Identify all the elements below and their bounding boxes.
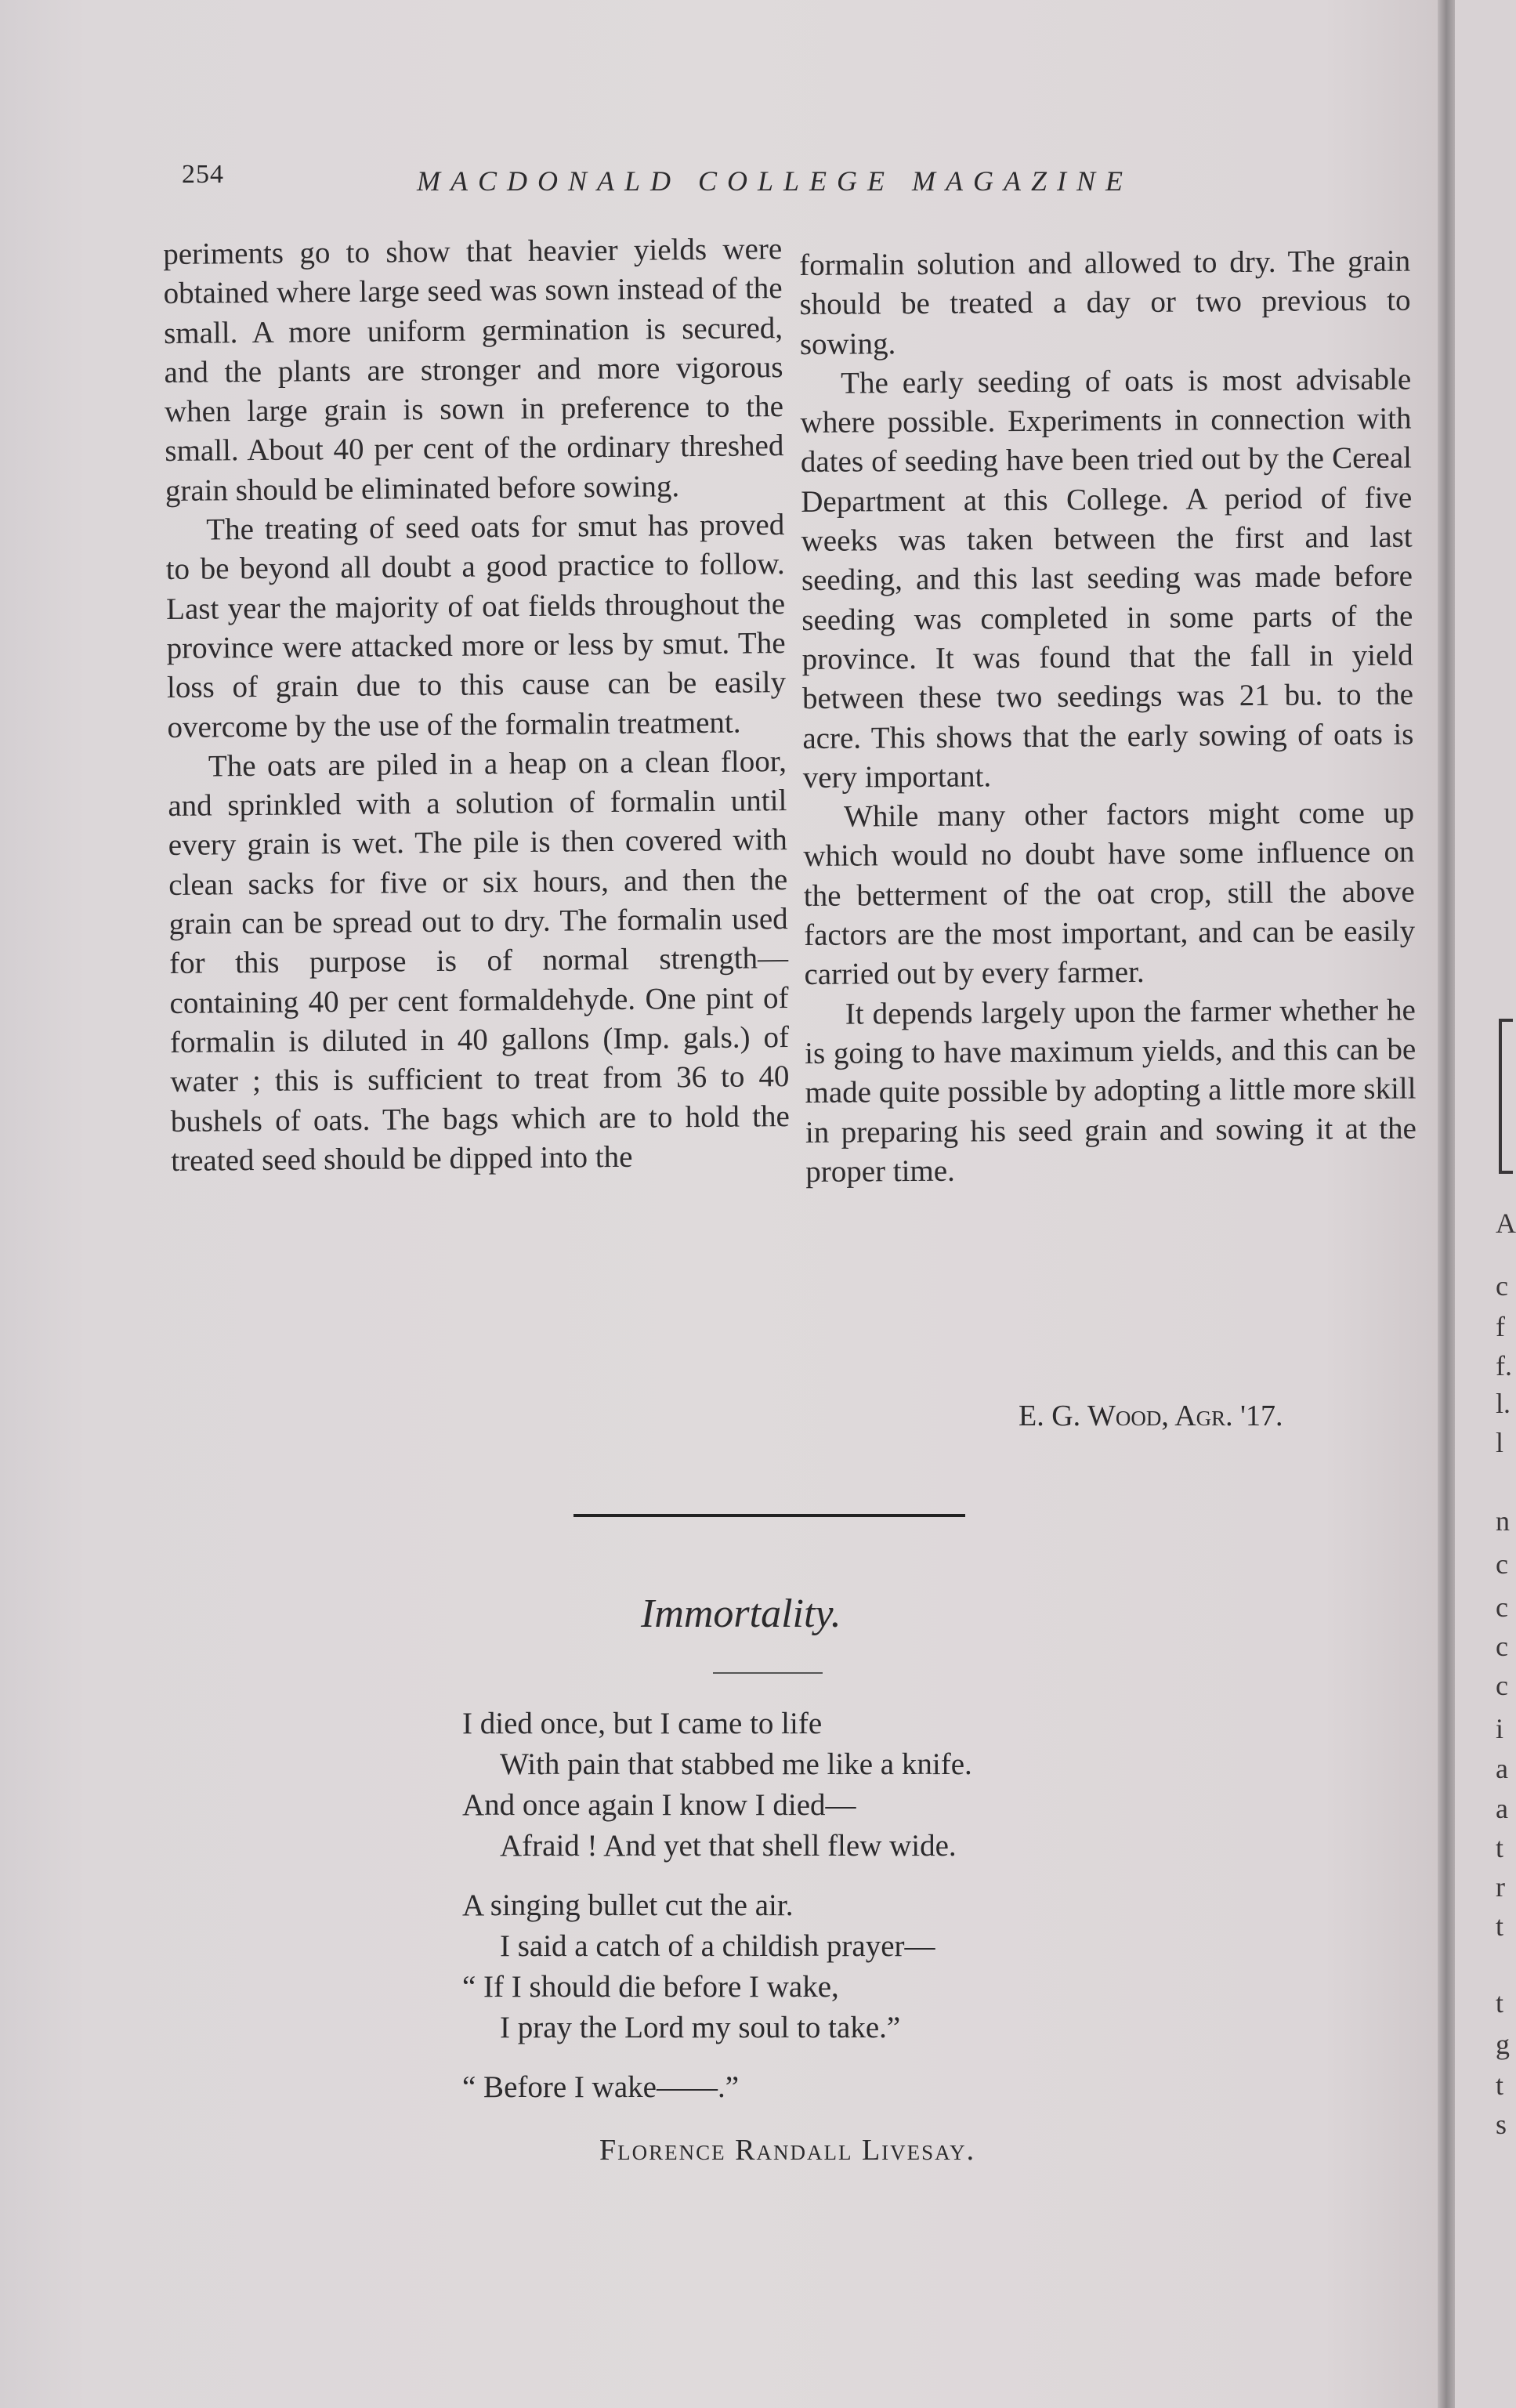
article-paragraph: The early seeding of oats is most advisable where possible. Experiments in connection with dates of seeding have been tried out by the Cereal Department at this College. A period of five weeks was taken between the first and last seeding, and this last seeding was made before seeding was completed in some parts of the province. It was found that the fall in yield between these two seedings was 21 bu. to the acre. This shows that the early sowing of oats is very important. [800,362,1414,795]
adjacent-page-fragment: l [1496,1427,1504,1458]
adjacent-page-fragment: r [1496,1871,1505,1903]
poem-stanza [462,1885,1167,2048]
adjacent-page-fragment: l. [1496,1388,1511,1419]
adjacent-page-edge [1455,0,1516,2408]
book-gutter [1438,0,1455,2408]
adjacent-page-fragment: c [1496,1548,1508,1580]
adjacent-page-fragment: s [1496,2109,1507,2140]
adjacent-page-fragment: n [1496,1505,1510,1537]
poem-line: With pain that stabbed me like a knife. [500,1747,972,1781]
adjacent-page-fragment: f. [1496,1350,1512,1381]
adjacent-page-fragment: a [1496,1793,1508,1824]
poem-line: “ Before I wake——.” [462,2070,739,2104]
adjacent-page-fragment: A [1496,1208,1516,1239]
poem-line: Afraid ! And yet that shell flew wide. [500,1829,957,1863]
adjacent-page-fragment: c [1496,1670,1508,1701]
adjacent-page-fragment: t [1496,2069,1504,2101]
adjacent-page-fragment: c [1496,1270,1508,1302]
article-paragraph: The oats are piled in a heap on a clean floor, and sprinkled with a solution of formalin until every grain is wet. The pile is then covered with clean sacks for five or six hours, and then the grain can be spread out to dry. The formalin used for this purpose is of normal strength— containing 40 per cent formaldehyde. One pint of formalin is diluted in 40 gallons (Imp. gals.) of water ; this is sufficient to treat from 36 to 40 bushels of oats. The bags which are to hold the treated seed should be dipped into the [168,744,791,1178]
poem-title-rule [713,1672,823,1674]
poem-line: I said a catch of a childish prayer— [500,1929,935,1963]
poem-line: And once again I know I died— [462,1788,856,1822]
adjacent-page-fragment: t [1496,1910,1504,1942]
poem-line: “ If I should die before I wake, [462,1970,839,2004]
article-right-column [799,242,1417,1193]
adjacent-page-fragment: c [1496,1591,1508,1623]
adjacent-page-fragment: g [1496,2029,1510,2060]
adjacent-page-bracket [1499,1019,1513,1174]
poem-stanza [462,2067,1167,2108]
poem-line: I died once, but I came to life [462,1707,823,1740]
article-paragraph: While many other factors might come up which would no doubt have some influence on the betterment of the oat crop, still the above factors are the most important, and can be easily carried out by every farmer. [803,795,1416,992]
section-divider [573,1514,965,1517]
article-left-column [163,230,791,1181]
page-number: 254 [182,160,224,189]
poem-body [462,1704,1167,2127]
adjacent-page-fragment: i [1496,1713,1504,1744]
article-signature: E. G. Wood, Agr. '17. [1019,1400,1283,1432]
poem-author: Florence Randall Livesay. [599,2134,976,2167]
adjacent-page-fragment: t [1496,1832,1504,1863]
adjacent-page-fragment: c [1496,1631,1508,1662]
article-paragraph: The treating of seed oats for smut has proved to be beyond all doubt a good practice to follow. Last year the majority of oat fields throughout the province were attacked more or less by smut. The loss of grain due to this cause can be easily overcome by the use of the formalin treatment. [165,508,787,744]
magazine-title: MACDONALD COLLEGE MAGAZINE [417,165,1134,197]
adjacent-page-fragment: t [1496,1987,1504,2019]
poem-stanza [462,1704,1167,1867]
adjacent-page-fragment: a [1496,1753,1508,1784]
article-paragraph: periments go to show that heavier yields were obtained where large seed was sown instead of the small. A more uniform germination is secured, and the plants are stronger and more vigorous when large grain is sown in preference to the small. About 40 per cent of the ordinary threshed grain should be eliminated before sowing. [163,232,784,508]
article-paragraph: formalin solution and allowed to dry. The grain should be treated a day or two previous to sowing. [799,244,1411,361]
article-paragraph: It depends largely upon the farmer whether he is going to have maximum yields, and this can be made quite possible by adopting a little more skill in preparing his seed grain and sowing it at the proper time. [805,993,1417,1189]
adjacent-page-fragment: f [1496,1311,1505,1342]
poem-line: A singing bullet cut the air. [462,1888,794,1922]
page-header [182,155,1279,202]
poem-line: I pray the Lord my soul to take.” [500,2011,901,2044]
poem-title: Immortality. [641,1591,841,1636]
